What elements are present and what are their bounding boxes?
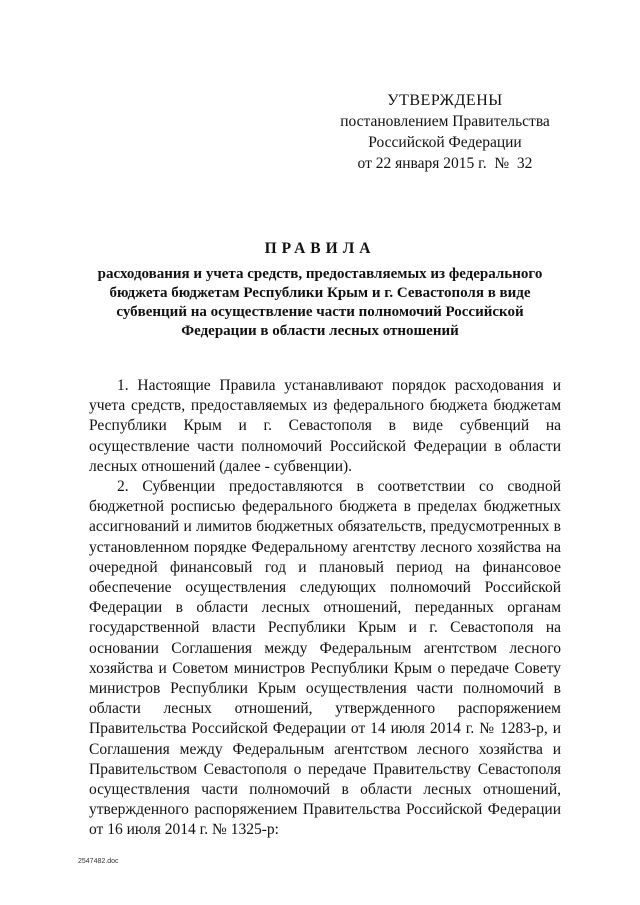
approval-line-date-number: от 22 января 2015 г. № 32 <box>357 155 533 172</box>
paragraph-1: 1. Настоящие Правила устанавливают порядок расходования и учета средств, предоставляемых из федерального бюджета бюджетам Республики Крым и г. Севастополя в виде субвенций на осуществление части полномочий Российской Федерации в области лесных отношений (далее - субвенции). <box>89 377 561 475</box>
subtitle-line: субвенций на осуществление части полномочий Российской <box>116 304 524 320</box>
footer-file-code: 2547482.doc <box>78 858 119 865</box>
subtitle-line: бюджета бюджетам Республики Крым и г. Севастополя в виде <box>109 285 531 301</box>
paragraph-2: 2. Субвенции предоставляются в соответствии со сводной бюджетной росписью федерального бюджета в пределах бюджетных ассигнований и лимитов бюджетных обязательств, предусмотренных в установленном порядке Федеральному агентству лесного хозяйства на очередной финансовый год и плановый период на финансовое обеспечение осуществления следующих полномочий Российской Федерации в области лесных отношений, переданных органам государственной власти Республики Крым и г. Севастополя на основании Соглашения между Федеральным агентством лесного хозяйства и Советом министров Республики Крым о передаче Совету министров Республики Крым осуществления части полномочий в области лесных отношений, утвержденного распоряжением Правительства Российской Федерации от 14 июля 2014 г. № 1283-р, и Соглашения между Федеральным агентством лесного хозяйства и Правительством Севастополя о передаче Правительству Севастополя осуществления части полномочий в области лесных отношений, утвержденного распоряжением Правительства Российской Федерации от 16 июля 2014 г. № 1325-р: <box>89 478 561 839</box>
approval-heading: УТВЕРЖДЕНЫ <box>387 92 503 109</box>
approval-line-federation: Российской Федерации <box>368 134 522 151</box>
approval-block <box>335 90 555 174</box>
subtitle-line: Федерации в области лесных отношений <box>181 323 459 339</box>
document-subtitle <box>80 265 560 341</box>
document-title: ПРАВИЛА <box>264 240 376 257</box>
approval-line-decree: постановлением Правительства <box>340 113 550 130</box>
subtitle-line: расходования и учета средств, предоставляемых из федерального <box>97 266 543 282</box>
document-body <box>89 376 561 841</box>
